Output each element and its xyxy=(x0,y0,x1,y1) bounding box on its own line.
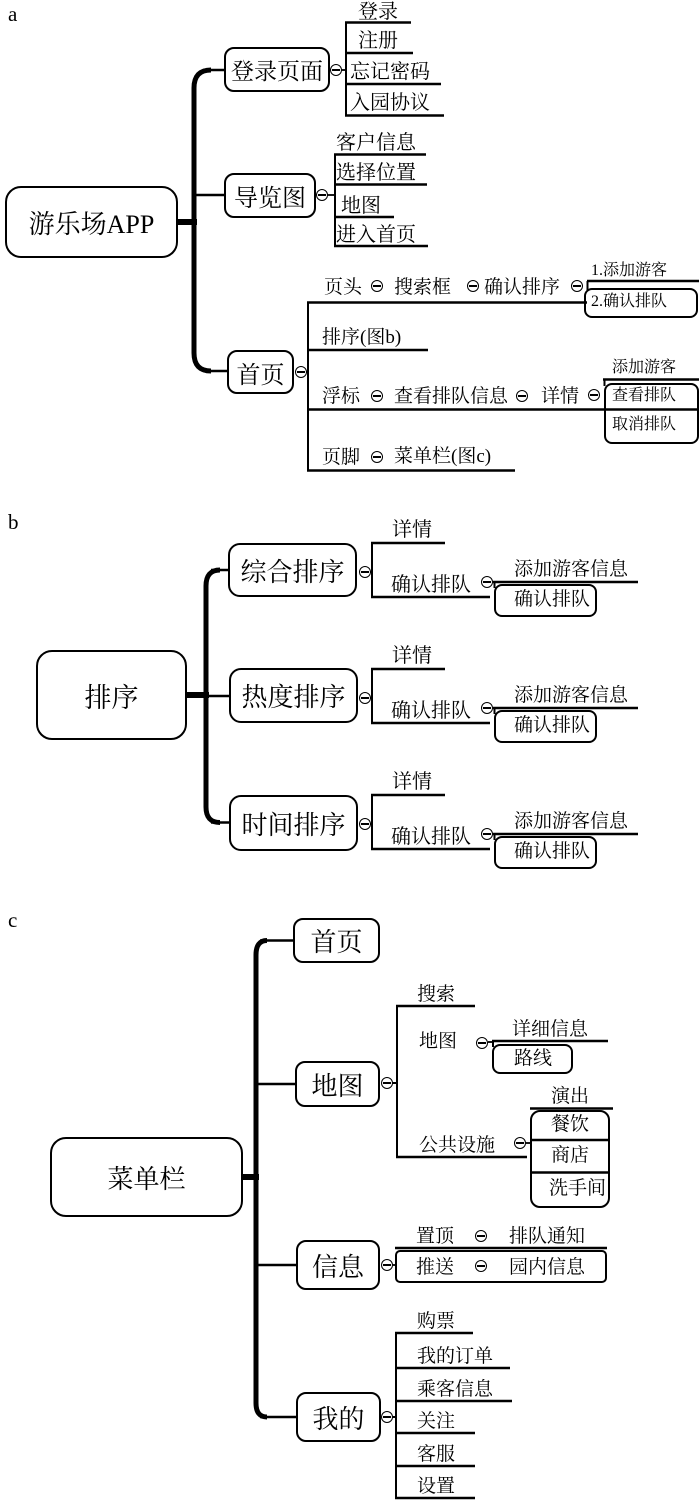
leaf-forgot-password: 忘记密码 xyxy=(350,61,430,83)
leaf-confirm-queue-2: 确认排队 xyxy=(514,589,591,610)
leaf-passenger-info: 乘客信息 xyxy=(417,1379,494,1400)
leaf-park-agreement: 入园协议 xyxy=(350,92,430,114)
leaf-search-box: 搜索框 xyxy=(394,277,452,298)
leaf-step-add-visitor: 1.添加游客 xyxy=(591,262,668,279)
leaf-confirm-queue: 确认排队 xyxy=(391,826,471,848)
collapse-minus-icon xyxy=(467,280,479,292)
leaf-enter-home: 进入首页 xyxy=(336,224,416,246)
leaf-add-visitor-info: 添加游客信息 xyxy=(514,685,629,706)
leaf-my-orders: 我的订单 xyxy=(417,1346,494,1367)
leaf-park-info: 园内信息 xyxy=(509,1257,586,1278)
collapse-minus-icon xyxy=(359,818,371,830)
leaf-confirm-queue-2: 确认排队 xyxy=(514,715,591,736)
figure-label-b: b xyxy=(8,510,19,534)
leaf-login: 登录 xyxy=(358,1,398,23)
collapse-minus-icon xyxy=(481,828,493,840)
node-home-page: 首页 xyxy=(227,350,294,394)
node-popularity-sort: 热度排序 xyxy=(229,668,358,723)
collapse-minus-icon xyxy=(571,280,583,292)
leaf-route: 路线 xyxy=(514,1048,553,1069)
leaf-page-footer: 页脚 xyxy=(322,447,361,468)
leaf-pinned: 置顶 xyxy=(416,1226,455,1247)
leaf-page-header: 页头 xyxy=(324,277,363,298)
leaf-following: 关注 xyxy=(417,1411,456,1432)
collapse-minus-icon xyxy=(371,390,383,402)
collapse-minus-icon xyxy=(359,692,371,704)
collapse-minus-icon xyxy=(381,1259,393,1271)
leaf-confirm-sort: 确认排序 xyxy=(484,277,561,298)
leaf-step-confirm-queue: 2.确认排队 xyxy=(591,293,668,310)
collapse-minus-icon xyxy=(381,1411,393,1423)
leaf-add-visitor-info: 添加游客信息 xyxy=(514,559,629,580)
leaf-action-view-queue: 查看排队 xyxy=(612,387,677,404)
leaf-sub-map: 地图 xyxy=(419,1031,458,1052)
leaf-search: 搜索 xyxy=(417,984,456,1005)
collapse-minus-icon xyxy=(316,189,328,201)
leaf-action-add-visitor: 添加游客 xyxy=(612,359,677,376)
node-login-page: 登录页面 xyxy=(224,47,330,92)
leaf-add-visitor-info: 添加游客信息 xyxy=(514,811,629,832)
node-amusement-park-app: 游乐场APP xyxy=(5,186,178,258)
leaf-floater: 浮标 xyxy=(322,386,361,407)
leaf-choose-location: 选择位置 xyxy=(336,162,416,184)
node-info: 信息 xyxy=(296,1240,380,1290)
collapse-minus-icon xyxy=(295,366,307,378)
figure-label-a: a xyxy=(8,2,18,26)
collapse-minus-icon xyxy=(481,576,493,588)
collapse-minus-icon xyxy=(359,566,371,578)
leaf-confirm-queue: 确认排队 xyxy=(391,574,471,596)
leaf-push: 推送 xyxy=(416,1257,455,1278)
node-mine: 我的 xyxy=(296,1392,381,1442)
leaf-register: 注册 xyxy=(358,30,398,52)
leaf-detail: 详情 xyxy=(541,386,580,407)
collapse-minus-icon xyxy=(475,1260,487,1272)
leaf-public-facilities: 公共设施 xyxy=(419,1135,496,1156)
leaf-detail-info: 详细信息 xyxy=(512,1019,589,1040)
collapse-minus-icon xyxy=(476,1037,488,1049)
collapse-minus-icon xyxy=(371,451,383,463)
collapse-minus-icon xyxy=(481,702,493,714)
leaf-menu-bar-ref: 菜单栏(图c) xyxy=(394,446,492,467)
leaf-restroom: 洗手间 xyxy=(549,1178,607,1199)
leaf-shops: 商店 xyxy=(551,1145,590,1166)
node-map: 地图 xyxy=(295,1061,380,1107)
leaf-view-queue-info: 查看排队信息 xyxy=(394,386,509,407)
leaf-shows: 演出 xyxy=(551,1086,590,1107)
collapse-minus-icon xyxy=(475,1230,487,1242)
leaf-settings: 设置 xyxy=(417,1476,456,1497)
node-sort-root: 排序 xyxy=(36,650,187,740)
node-time-sort: 时间排序 xyxy=(229,795,358,851)
leaf-detail: 详情 xyxy=(392,645,432,667)
node-home: 首页 xyxy=(293,918,380,963)
leaf-confirm-queue: 确认排队 xyxy=(391,700,471,722)
collapse-minus-icon xyxy=(588,389,600,401)
leaf-customer-service: 客服 xyxy=(417,1444,456,1465)
leaf-customer-info: 客户信息 xyxy=(336,132,416,154)
collapse-minus-icon xyxy=(371,280,383,292)
collapse-minus-icon xyxy=(330,64,342,76)
collapse-minus-icon xyxy=(381,1077,393,1089)
leaf-sort-ref: 排序(图b) xyxy=(322,327,402,348)
leaf-dining: 餐饮 xyxy=(551,1114,590,1135)
leaf-detail: 详情 xyxy=(392,519,432,541)
leaf-confirm-queue-2: 确认排队 xyxy=(514,841,591,862)
node-guide-map: 导览图 xyxy=(224,173,316,218)
leaf-detail: 详情 xyxy=(392,771,432,793)
collapse-minus-icon xyxy=(514,1137,526,1149)
leaf-buy-tickets: 购票 xyxy=(417,1311,456,1332)
leaf-queue-notice: 排队通知 xyxy=(509,1226,586,1247)
collapse-minus-icon xyxy=(516,390,528,402)
leaf-action-cancel-queue: 取消排队 xyxy=(612,416,677,433)
figure-label-c: c xyxy=(8,908,18,932)
leaf-map: 地图 xyxy=(341,195,381,217)
node-comprehensive-sort: 综合排序 xyxy=(228,543,357,597)
node-menu-bar-root: 菜单栏 xyxy=(50,1137,243,1217)
